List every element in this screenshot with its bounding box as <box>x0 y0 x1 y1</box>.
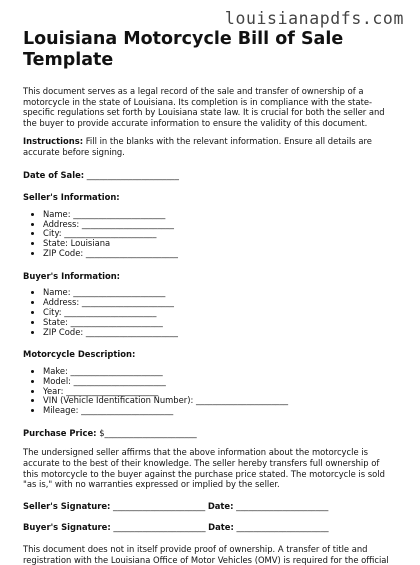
seller-signature-line <box>23 501 395 512</box>
seller-info-list <box>23 210 395 259</box>
purchase-price-blank: $______________________ <box>96 427 197 438</box>
buyer-signature-line <box>23 522 395 533</box>
seller-date-label: Date: <box>207 500 234 511</box>
seller-state-item: • State: Louisiana <box>43 239 395 249</box>
motorcycle-info-list <box>23 367 395 416</box>
motorcycle-section-heading: Motorcycle Description: <box>23 349 136 360</box>
date-of-sale-label: Date of Sale: <box>23 169 85 180</box>
seller-city-item: • City: ______________________ <box>43 229 395 239</box>
buyer-date-blank: ______________________ <box>233 522 329 533</box>
motorcycle-vin-item: • VIN (Vehicle Identification Number): ______________________ <box>43 396 395 406</box>
seller-signature-label: Seller's Signature: <box>23 500 111 511</box>
instructions-paragraph <box>23 136 395 157</box>
instructions-text: Fill in the blanks with the relevant information. Ensure all details are accurate before signing. <box>23 136 372 157</box>
buyer-signature-blank: ______________________ <box>110 522 209 533</box>
buyer-info-list <box>23 288 395 337</box>
seller-section-heading: Seller's Information: <box>23 192 120 203</box>
document-title: Louisiana Motorcycle Bill of Sale Template <box>23 29 344 70</box>
seller-address-item: • Address: ______________________ <box>43 220 395 230</box>
buyer-address-item: • Address: ______________________ <box>43 298 395 308</box>
buyer-city-item: • City: ______________________ <box>43 308 395 318</box>
seller-signature-blank: ______________________ <box>110 500 208 511</box>
footer-paragraph: This document does not in itself provide proof of ownership. A transfer of title and registration with the Louisiana Office of Motor Vehicles (OMV) is required for the official <box>23 544 389 565</box>
motorcycle-mileage-item: • Mileage: ______________________ <box>43 406 395 416</box>
purchase-price-label: Purchase Price: <box>23 427 97 438</box>
buyer-signature-label: Buyer's Signature: <box>23 522 111 533</box>
buyer-date-label: Date: <box>208 522 234 533</box>
buyer-state-item: • State: ______________________ <box>43 318 395 328</box>
purchase-price-line <box>23 428 395 439</box>
site-watermark: louisianapdfs.com <box>224 9 404 28</box>
document-page <box>23 29 395 565</box>
seller-zip-item: • ZIP Code: ______________________ <box>43 249 395 259</box>
date-of-sale-blank: ______________________ <box>84 169 179 180</box>
buyer-name-item: • Name: ______________________ <box>43 288 395 298</box>
motorcycle-year-item: • Year: ______________________ <box>43 387 395 397</box>
seller-statement-paragraph: The undersigned seller affirms that the above information about the motorcycle is accurate to the best of their knowledge. The seller hereby transfers full ownership of this motorcycle to the buyer against the purchase price stated. The motorcycle is sold "as is," with no warranties expressed or implied by the seller. <box>23 447 385 490</box>
date-of-sale-line <box>23 170 395 181</box>
intro-paragraph: This document serves as a legal record of the sale and transfer of ownership of a motorcycle in the state of Louisiana. Its completion is in compliance with the state-specific regulations set forth by Louisiana state law. It is crucial for both the seller and the buyer to provide accurate information to ensure the validity of this document. <box>23 86 385 128</box>
instructions-label: Instructions: <box>23 136 84 147</box>
buyer-section-heading: Buyer's Information: <box>23 270 121 281</box>
buyer-zip-item: • ZIP Code: ______________________ <box>43 328 395 338</box>
motorcycle-model-item: • Model: ______________________ <box>43 377 395 387</box>
seller-name-item: • Name: ______________________ <box>43 210 395 220</box>
seller-date-blank: ______________________ <box>233 500 329 511</box>
motorcycle-make-item: • Make: ______________________ <box>43 367 395 377</box>
